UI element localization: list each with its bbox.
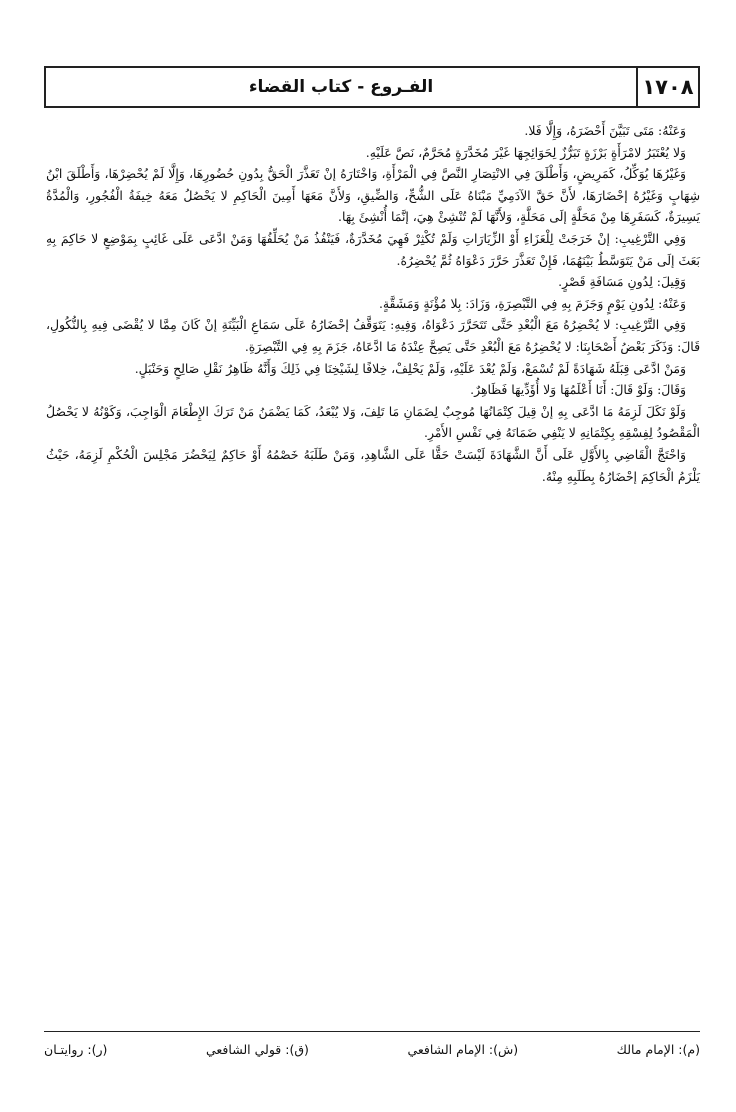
footer-divider <box>44 1031 700 1032</box>
page-number: ١٧٠٨ <box>636 68 698 106</box>
page-header <box>44 66 700 108</box>
paragraph: وَمَنْ ادَّعَى قِبَلَهُ شَهَادَةً لَمْ تُسْمَعْ، وَلَمْ يُعْدَ عَلَيْهِ، وَلَمْ يَحْلِفْ، خِلافًا لِشَيْخِنَا فِي ذَلِكَ وَأَنَّهُ ظَاهِرُ نَقْلِ صَالِحٍ وَحَنْبَلٍ. <box>134 360 686 376</box>
body-text <box>46 120 700 487</box>
paragraph: وَفِي التَّرْغِيبِ: لا يُحْضِرُهُ مَعَ الْبُعْدِ حَتَّى تَتَحَرَّرَ دَعْوَاهُ، وَفِيهِ: يَتَوَقَّفُ إحْضَارُهُ عَلَى سَمَاعِ الْبَيِّنَةِ إنْ كَانَ مِمَّا لا يُقْضَى فِيهِ بِالنُّكُولِ، قَالَ: وَذَكَرَ بَعْضُ أَصْحَابِنَا: لا يُحْضِرُهُ مَعَ الْبُعْدِ حَتَّى يَصِحَّ عِنْدَهُ مَا ادَّعَاهُ، جَزَمَ بِهِ فِي التَّبْصِرَةِ. <box>46 317 700 354</box>
running-title: الفـروع - كتاب القضاء <box>248 77 434 97</box>
paragraph: وَغَيْرُهَا يُوَكِّلُ، كَمَرِيضٍ، وَأَطْلَقَ فِي الانْتِصَارِ النَّصَّ فِي الْمَرْأَةِ، وَاخْتَارَهُ إنْ تَعَذَّرَ الْحَقُّ بِدُونِ حُضُورِهَا، وَإِلَّا لَمْ يُحْضِرْهَا، وَأَطْلَقَ ابْنُ شِهَابٍ وَغَيْرُهُ إحْضَارَهَا، لأَنَّ حَقَّ الآدَمِيِّ مَبْنَاهُ عَلَى الشُّحِّ، وَالضِّيقِ، وَلأَنَّ مَعَهَا أَمِينَ الْحَاكِمِ لا يَحْصُلُ مَعَهُ خِيفَةُ الْفُجُورِ، وَالْمُدَّةُ يَسِيرَةٌ، كَسَفَرِهَا مِنْ مَحَلَّةٍ إلَى مَحَلَّةٍ، وَلأَنَّهَا لَمْ تُنْشِئْ هِيَ، إنَّمَا أُنْشِئَ بِهَا. <box>46 166 700 225</box>
footer-abbr-qawlay: (ق): قولي الشافعي <box>205 1041 309 1057</box>
paragraph: وَفِي التَّرْغِيبِ: إنْ خَرَجَتْ لِلْعَزَاءِ أَوْ الزِّيَارَاتِ وَلَمْ تُكْثِرْ فَهِيَ مُخَدَّرَةٌ، فَيَنْفُذُ مَنْ يُحَلِّفُهَا وَمَنْ ادَّعَى عَلَى غَائِبٍ بِمَوْضِعٍ لا حَاكِمَ بِهِ بَعَثَ إلَى مَنْ يَتَوَسَّطُ بَيْنَهُمَا، فَإِنْ تَعَذَّرَ حَرَّرَ دَعْوَاهُ ثُمَّ يُحْضِرُهُ. <box>46 230 700 268</box>
footer-abbr-malik: (م): الإمام مالك <box>616 1041 700 1057</box>
paragraph: وَلَوْ نَكَلَ لَزِمَهُ مَا ادَّعَى بِهِ إنْ قِيلَ كِتْمَانُهَا مُوجِبٌ لِضَمَانِ مَا تَلِفَ، وَلا يُبْعَدُ، كَمَا يَضْمَنُ مَنْ تَرَكَ الإِطْعَامَ الْوَاجِبَ، وَكَوْنُهُ لا يَحْصُلُ الْمَقْصُودُ لِفِسْقِهِ بِكِتْمَانِهِ لا يَنْفِي ضَمَانَهُ فِي نَفْسِ الأَمْرِ. <box>46 403 700 441</box>
paragraph: وَلا يُعْتَبَرُ لامْرَأَةٍ بَرْزَةٍ تَبَرُّزٌ لِحَوَائِجِهَا غَيْرَ مُخَدَّرَةٍ مُحَرَّمٌ، نَصَّ عَلَيْهِ. <box>365 144 686 160</box>
paragraph: وَقِيلَ: لِدُونِ مَسَافَةِ قَصْرٍ. <box>558 274 686 290</box>
abbreviations-footer <box>44 1038 700 1060</box>
paragraph: وَاحْتَجَّ الْقَاضِي بِالأَوَّلِ عَلَى أَنَّ الشَّهَادَةَ لَيْسَتْ حَقًّا عَلَى الشَّاهِدِ، وَمَنْ طَلَبَهُ خَصْمُهُ أَوْ حَاكِمٌ لِيَحْضُرَ مَجْلِسَ الْحُكْمِ لَزِمَهُ، حَيْثُ يَلْزَمُ الْحَاكِمَ إحْضَارُهُ بِطَلَبِهِ مِنْهُ. <box>46 446 700 484</box>
paragraph: وَقَالَ: وَلَوْ قَالَ: أَنَا أَعْلَمُهَا وَلا أُؤَدِّيهَا فَظَاهِرٌ. <box>470 382 686 398</box>
paragraph: وَعَنْهُ: مَتَى تَبَيَّنَ أَحْضَرَهُ، وَإِلَّا فَلا. <box>524 123 686 138</box>
footer-abbr-riwayatan: (ر): روايتـان <box>44 1041 108 1057</box>
paragraph: وَعَنْهُ: لِدُونِ يَوْمٍ وَجَزَمَ بِهِ فِي التَّبْصِرَةِ، وَزَادَ: بِلا مُؤْنَةٍ وَمَشَقَّةٍ. <box>378 295 686 311</box>
footer-abbr-shafii: (ش): الإمام الشافعي <box>407 1041 519 1057</box>
